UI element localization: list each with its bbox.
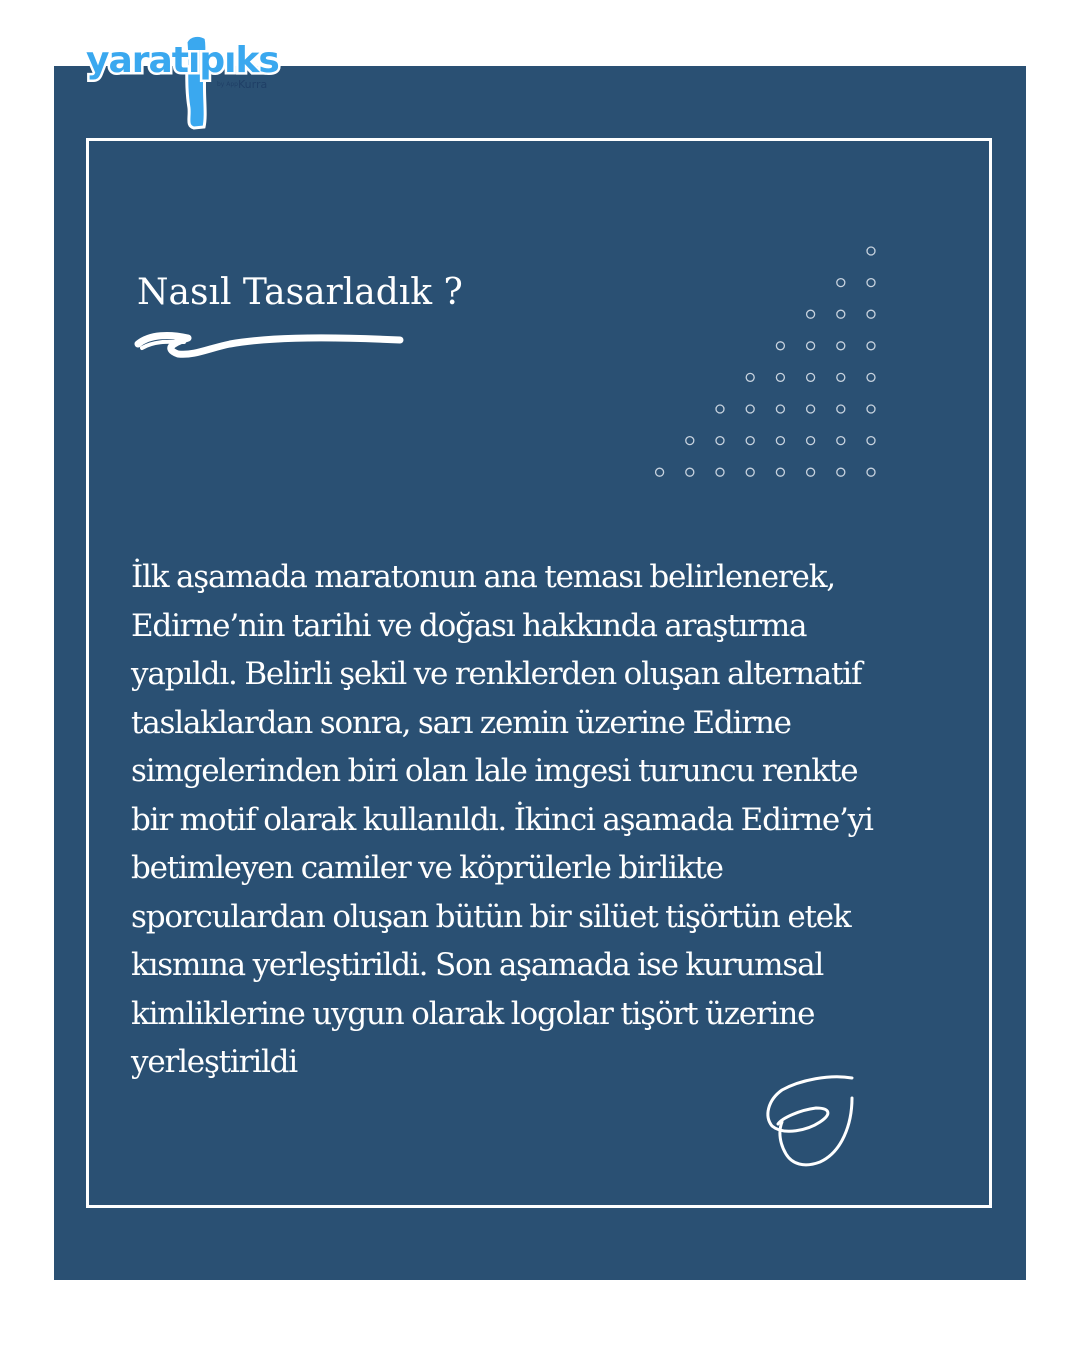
- body-line: simgelerinden biri olan lale imgesi turuncu renkte: [131, 753, 858, 789]
- pattern-dot: [746, 468, 754, 476]
- logo-brand: Kurra: [238, 78, 268, 91]
- body-line: kısmına yerleştirildi. Son aşamada ise kurumsal: [131, 947, 824, 983]
- pattern-dot: [867, 310, 875, 318]
- pattern-dot: [716, 437, 724, 445]
- body-line: betimleyen camiler ve köprülerle birlikte: [131, 850, 723, 886]
- pattern-dot: [867, 373, 875, 381]
- page-title: Nasıl Tasarladık ?: [137, 272, 463, 313]
- pattern-dot: [807, 373, 815, 381]
- pattern-dot: [837, 405, 845, 413]
- body-line: taslaklardan sonra, sarı zemin üzerine Edirne: [131, 704, 791, 741]
- pattern-dot: [746, 405, 754, 413]
- body-line: sporculardan oluşan bütün bir silüet tişörtün etek: [131, 898, 851, 935]
- body-line: İlk aşamada maratonun ana teması belirlenerek,: [131, 559, 835, 595]
- pattern-dot: [807, 342, 815, 350]
- dot-triangle-icon: [650, 240, 882, 484]
- pattern-dot: [746, 437, 754, 445]
- pattern-dot: [837, 468, 845, 476]
- pattern-dot: [867, 342, 875, 350]
- pattern-dot: [656, 468, 664, 476]
- pattern-dot: [837, 437, 845, 445]
- pattern-dot: [746, 373, 754, 381]
- pattern-dot: [867, 279, 875, 287]
- pattern-dot: [686, 468, 694, 476]
- pattern-dot: [807, 310, 815, 318]
- pattern-dot: [807, 405, 815, 413]
- yaratipiks-logo-icon: [82, 28, 292, 134]
- pattern-dot: [867, 437, 875, 445]
- brush-underline-icon: [134, 326, 404, 366]
- pattern-dot: [776, 342, 784, 350]
- pattern-dot: [837, 373, 845, 381]
- pattern-dot: [807, 437, 815, 445]
- body-line: yapıldı. Belirli şekil ve renklerden oluşan alternatif: [131, 656, 862, 692]
- pattern-dot: [776, 437, 784, 445]
- pattern-dot: [716, 468, 724, 476]
- logo-wordmark: yaratıpıks: [86, 40, 279, 81]
- body-line: bir motif olarak kullanıldı. İkinci aşamada Edirne’yi: [131, 801, 873, 838]
- pattern-dot: [837, 279, 845, 287]
- pattern-dot: [716, 405, 724, 413]
- pattern-dot: [776, 468, 784, 476]
- pattern-dot: [867, 247, 875, 255]
- logo-subtitle: by App: [217, 81, 238, 88]
- pattern-dot: [807, 468, 815, 476]
- pattern-dot: [837, 310, 845, 318]
- body-line: Edirne’nin tarihi ve doğası hakkında araştırma: [131, 607, 807, 644]
- pattern-dot: [686, 437, 694, 445]
- body-line: yerleştirildi: [131, 1044, 298, 1080]
- pattern-dot: [776, 405, 784, 413]
- pattern-dot: [776, 373, 784, 381]
- body-paragraph: [131, 553, 961, 1087]
- body-line: kimliklerine uygun olarak logolar tişört üzerine: [131, 995, 815, 1032]
- pattern-dot: [867, 468, 875, 476]
- pattern-dot: [837, 342, 845, 350]
- signature-icon: [760, 1068, 860, 1172]
- pattern-dot: [867, 405, 875, 413]
